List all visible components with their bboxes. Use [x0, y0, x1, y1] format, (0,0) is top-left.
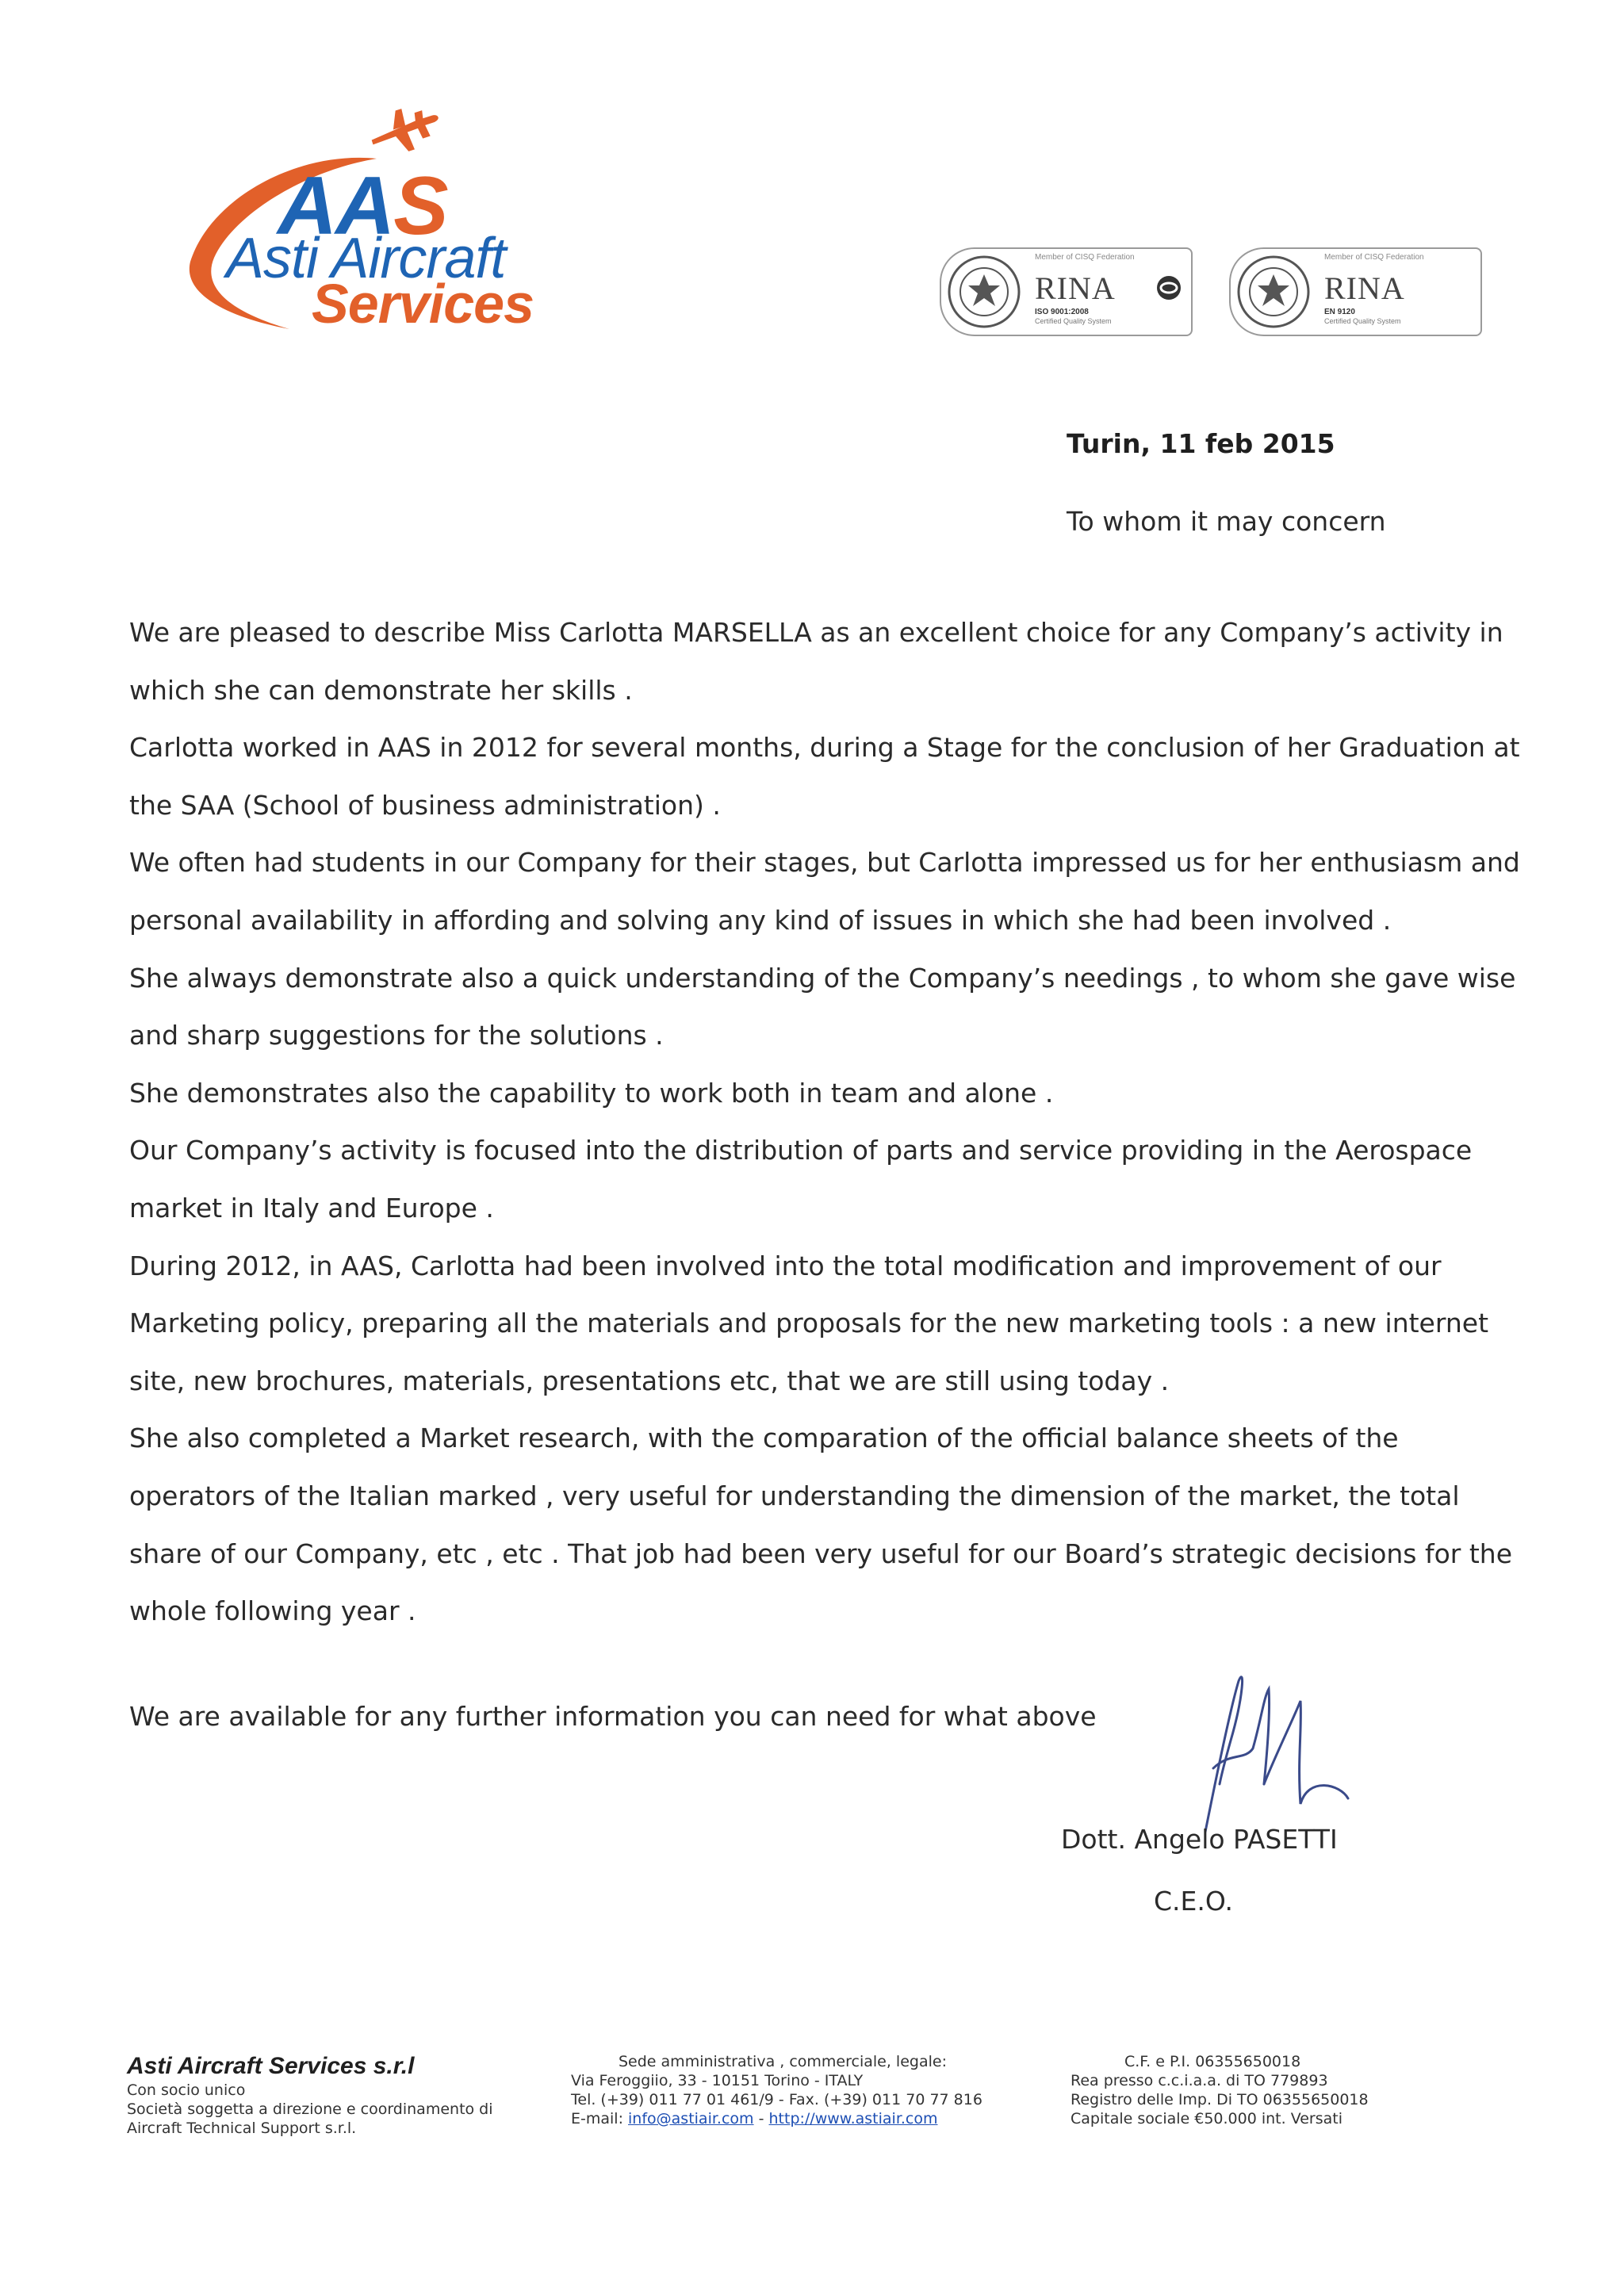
letter-date: Turin, 11 feb 2015	[1067, 428, 1335, 459]
handwritten-signature	[1182, 1665, 1364, 1848]
signer-name: Dott. Angelo PASETTI	[1061, 1824, 1338, 1855]
footer-contact-line	[571, 2109, 982, 2128]
body-paragraph: She demonstrates also the capability to work both in team and alone .	[129, 1077, 1054, 1109]
letter-body	[129, 604, 1533, 1641]
footer-address-line: Via Feroggiio, 33 - 10151 Torino - ITALY	[571, 2072, 864, 2089]
rina-certification-badge	[940, 247, 1193, 336]
letter-salutation: To whom it may concern	[1067, 506, 1386, 537]
airplane-icon	[366, 103, 446, 161]
signer-role: C.E.O.	[1154, 1886, 1233, 1917]
footer-email-label: E-mail:	[571, 2110, 623, 2127]
footer-website-link[interactable]: http://www.astiair.com	[768, 2110, 938, 2127]
logo-company-line2: Services	[312, 273, 534, 335]
footer-registry-line: Rea presso c.c.i.a.a. di TO 779893	[1071, 2072, 1328, 2089]
badge-rina-name: RINA	[1324, 270, 1405, 306]
body-paragraph: We are pleased to describe Miss Carlotta MARSELLA as an excellent choice for any Company’s activity in which she can demonstrate her skills .	[129, 617, 1503, 706]
badge-caption: Certified Quality System	[1324, 317, 1401, 325]
footer-company-line: Con socio unico	[127, 2081, 246, 2099]
footer-address-block	[571, 2052, 982, 2128]
badge-caption: Certified Quality System	[1035, 317, 1112, 325]
badge-standard: EN 9120	[1324, 308, 1355, 316]
logo-company-line1: Asti Aircraft	[226, 227, 506, 290]
rina-certification-badge	[1229, 247, 1482, 336]
rina-seal-icon	[946, 254, 1022, 330]
cisq-mark-icon	[1155, 274, 1182, 301]
company-logo	[178, 103, 551, 341]
body-paragraph: During 2012, in AAS, Carlotta had been involved into the total modification and improvement of our Marketing policy, preparing all the materials and proposals for the new marketing tools : a new internet site, new brochures, materials, presentations etc, that we are still using today .	[129, 1250, 1489, 1396]
letter-closing: We are available for any further information you can need for what above	[129, 1701, 1097, 1732]
footer-registry-block	[1071, 2052, 1369, 2128]
footer-registry-line: Capitale sociale €50.000 int. Versati	[1071, 2110, 1343, 2127]
body-paragraph: Our Company’s activity is focused into the distribution of parts and service providing in the Aerospace market in Italy and Europe .	[129, 1135, 1473, 1224]
body-paragraph: Carlotta worked in AAS in 2012 for several months, during a Stage for the conclusion of her Graduation at the SAA (School of business administration) .	[129, 732, 1520, 821]
footer-address-heading: Sede amministrativa , commerciale, legale:	[619, 2053, 947, 2070]
footer-company-name: Asti Aircraft Services s.r.l	[127, 2053, 415, 2079]
body-paragraph: She also completed a Market research, with the comparation of the official balance sheets of the operators of the Italian marked , very useful for understanding the dimension of the market, the total share of our Company, etc , etc . That job had been very useful for our Board’s strategic decisions for the whole following year .	[129, 1423, 1513, 1627]
footer-registry-heading: C.F. e P.I. 06355650018	[1124, 2053, 1301, 2070]
rina-seal-icon	[1235, 254, 1312, 330]
badge-member-text: Member of CISQ Federation	[1324, 253, 1424, 262]
body-paragraph: She always demonstrate also a quick understanding of the Company’s needings , to whom she gave wise and sharp suggestions for the solutions .	[129, 962, 1516, 1051]
footer-company-block	[127, 2052, 493, 2138]
footer-company-line: Aircraft Technical Support s.r.l.	[127, 2120, 357, 2137]
badge-rina-name: RINA	[1035, 270, 1116, 306]
footer-company-line: Società soggetta a direzione e coordinamento di	[127, 2101, 493, 2118]
footer-registry-line: Registro delle Imp. Di TO 06355650018	[1071, 2091, 1369, 2108]
badge-standard: ISO 9001:2008	[1035, 308, 1089, 316]
footer-phone-line: Tel. (+39) 011 77 01 461/9 - Fax. (+39) 011 70 77 816	[571, 2091, 982, 2108]
logo-aas-text: AAS	[278, 160, 447, 252]
footer-separator: -	[758, 2110, 764, 2127]
body-paragraph: We often had students in our Company for their stages, but Carlotta impressed us for her enthusiasm and personal availability in affording and solving any kind of issues in which she had been involved .	[129, 847, 1520, 936]
badge-member-text: Member of CISQ Federation	[1035, 253, 1135, 262]
footer-email-link[interactable]: info@astiair.com	[628, 2110, 754, 2127]
